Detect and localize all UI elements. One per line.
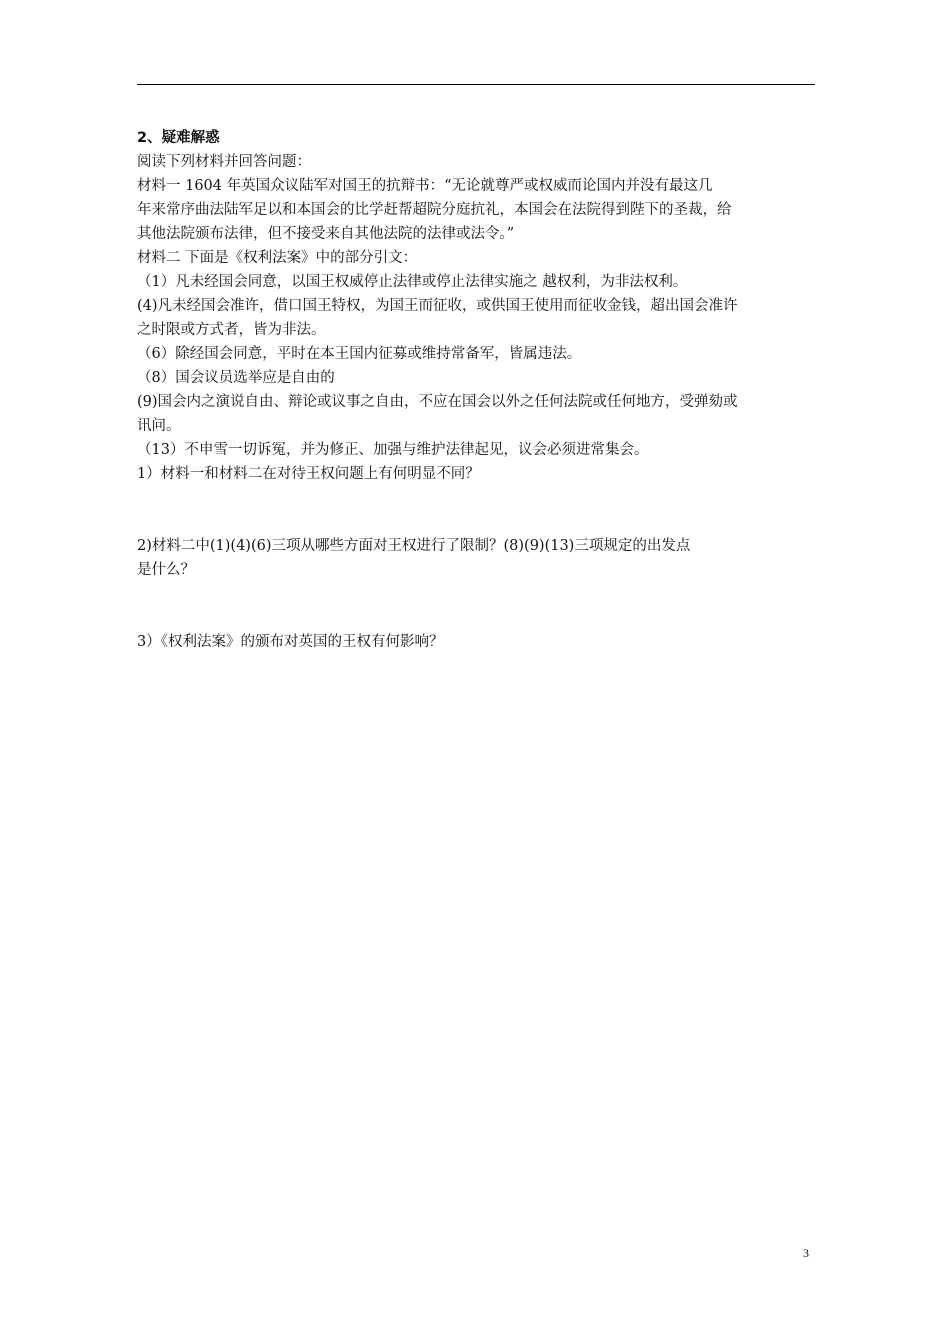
section-heading: 2、疑难解惑 [137,130,220,146]
page-number: 3 [803,1246,809,1260]
clause-4-line-2: 之时限或方式者，皆为非法。 [137,322,326,338]
material-one [137,174,817,246]
clause-8: （8）国会议员选举应是自由的 [137,370,335,386]
material-two [137,246,817,462]
clause-4-line-1: (4)凡未经国会准许，借口国王特权，为国王而征收，或供国王使用而征收金钱，超出国会准许 [137,298,738,314]
question-1: 1）材料一和材料二在对待王权问题上有何明显不同？ [137,466,480,482]
material-two-intro: 材料二 下面是《权利法案》中的部分引文： [137,250,418,266]
document-body [137,126,817,654]
clause-1: （1）凡未经国会同意，以国王权威停止法律或停止法律实施之 越权利，为非法权利。 [137,274,688,290]
question-2-line-2: 是什么？ [137,562,195,578]
material-one-line-1: 材料一 1604 年英国众议陆军对国王的抗辩书：“无论就尊严或权威而论国内并没有最这几 [137,178,713,194]
instruction-text: 阅读下列材料并回答问题： [137,154,311,170]
material-one-line-3: 其他法院颁布法律，但不接受来自其他法院的法律或法令。” [137,226,515,242]
question-2-line-1: 2)材料二中(1)(4)(6)三项从哪些方面对王权进行了限制？(8)(9)(13)三项规定的出发点 [137,538,691,554]
question-3: 3）《权利法案》的颁布对英国的王权有何影响？ [137,634,444,650]
clause-9-line-1: (9)国会内之演说自由、辩论或议事之自由，不应在国会以外之任何法院或任何地方，受弹劾或 [137,394,738,410]
clause-9-line-2: 讯问。 [137,418,181,434]
header-rule [137,84,815,85]
clause-13: （13）不申雪一切诉冤，并为修正、加强与维护法律起见，议会必须进常集会。 [137,442,649,458]
material-one-line-2: 年来常序曲法陆军足以和本国会的比学赶帮超院分庭抗礼，本国会在法院得到陛下的圣裁，给 [137,202,732,218]
clause-6: （6）除经国会同意，平时在本王国内征募或维持常备军，皆属违法。 [137,346,582,362]
answer-space-2 [137,582,817,630]
answer-space-1 [137,486,817,534]
